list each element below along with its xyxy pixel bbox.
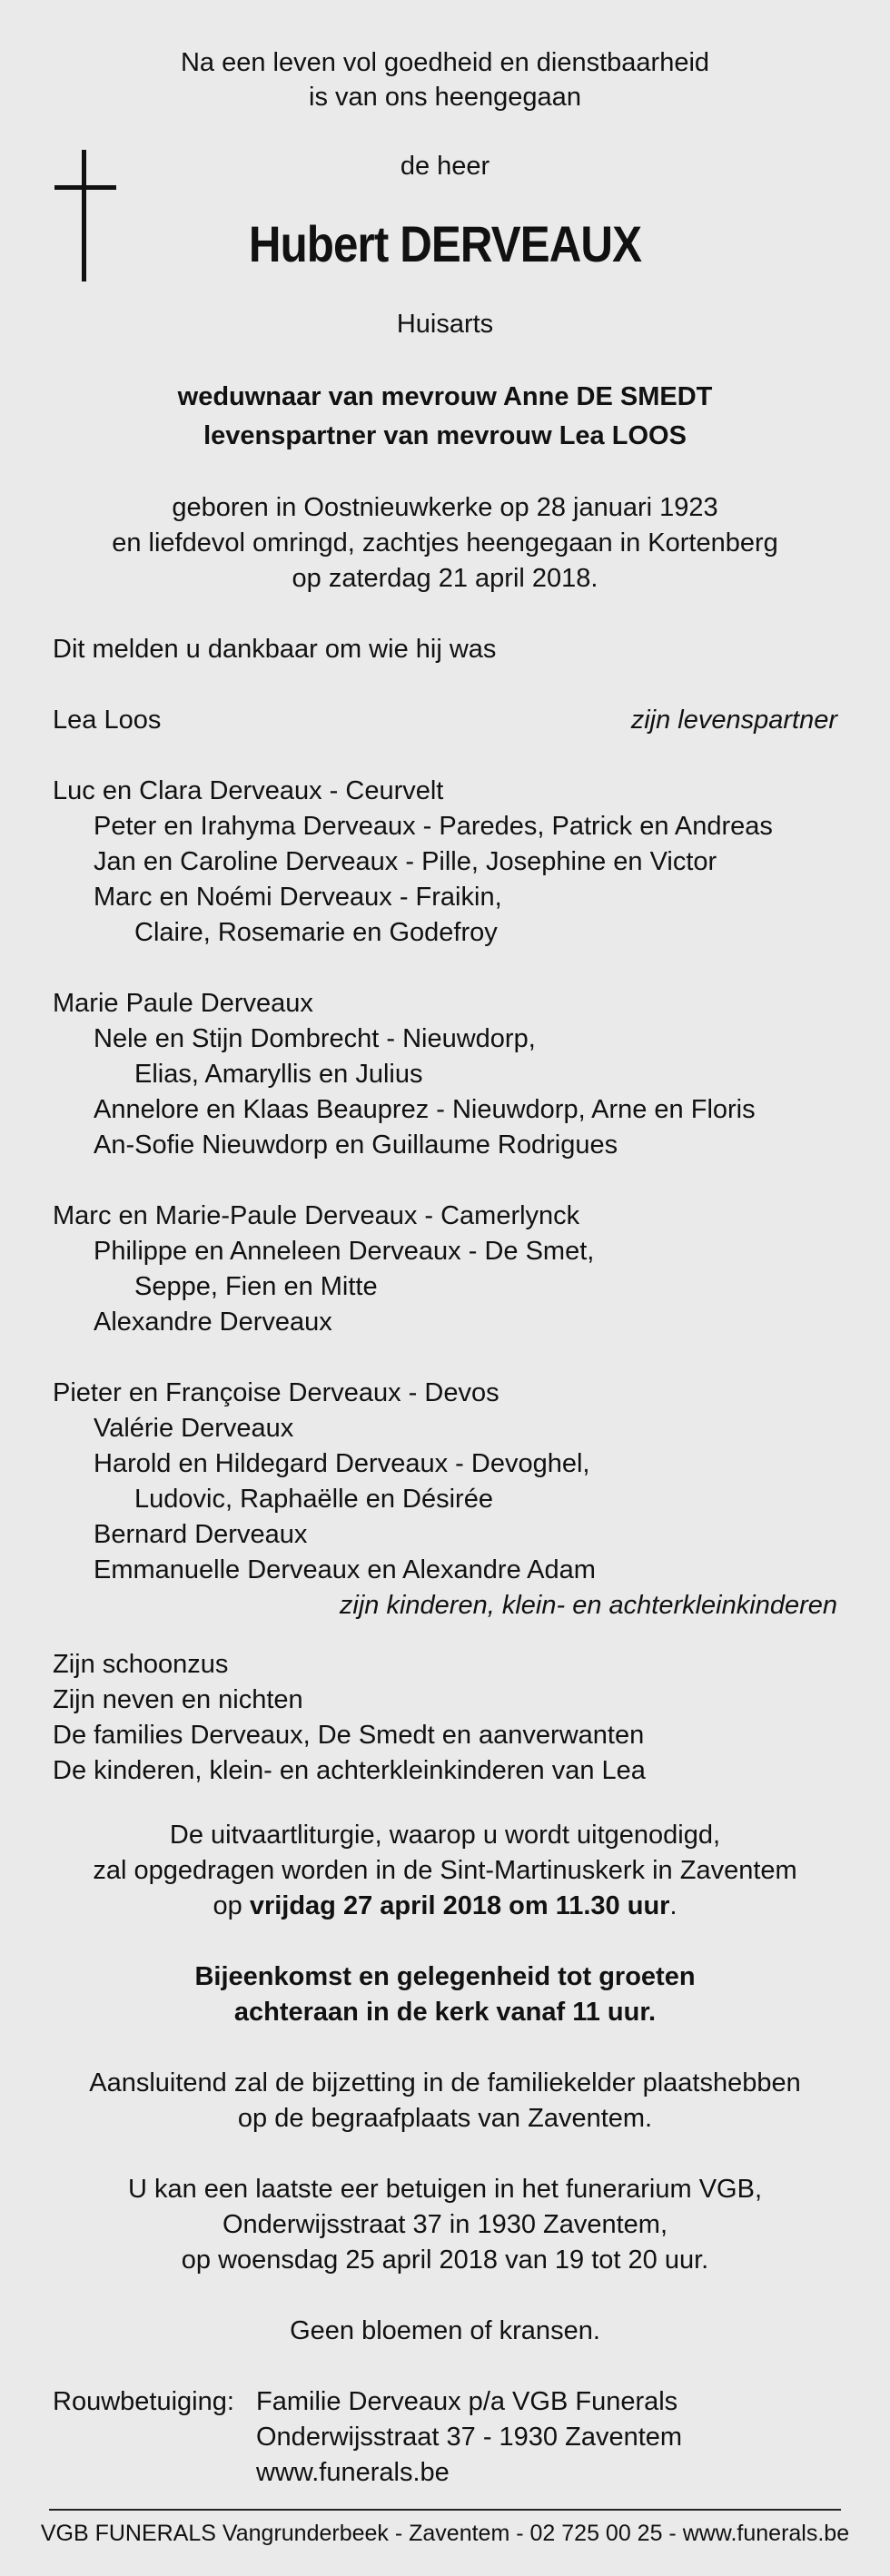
children-caption: zijn kinderen, klein- en achterkleinkinderen <box>339 1591 837 1620</box>
funeral-line-1: De uitvaartliturgie, waarop u wordt uitgenodigd, <box>169 1821 721 1850</box>
death-place-line: en liefdevol omringd, zachtjes heengegaan in Kortenberg <box>112 528 778 558</box>
condolences-line: Familie Derveaux p/a VGB Funerals <box>256 2387 678 2416</box>
partner-name: Lea Loos <box>53 706 162 735</box>
other-family-line: Zijn neven en nichten <box>53 1685 303 1714</box>
family-line: Claire, Rosemarie en Godefroy <box>134 918 498 947</box>
family-line: Harold en Hildegard Derveaux - Devoghel, <box>94 1449 590 1478</box>
family-line: Nele en Stijn Dombrecht - Nieuwdorp, <box>94 1024 536 1053</box>
partner-role: zijn levenspartner <box>630 706 837 735</box>
other-family-line: De kinderen, klein- en achterkleinkinderen van Lea <box>53 1756 646 1785</box>
relation-widower: weduwnaar van mevrouw Anne DE SMEDT <box>177 382 713 411</box>
family-line: Jan en Caroline Derveaux - Pille, Josephine en Victor <box>94 847 717 876</box>
family-line: Annelore en Klaas Beauprez - Nieuwdorp, Arne en Floris <box>94 1095 756 1124</box>
gathering-line-2: achteraan in de kerk vanaf 11 uur. <box>233 1998 657 2027</box>
family-line: Bernard Derveaux <box>94 1520 308 1549</box>
intro-line-2: is van ons heengegaan <box>309 83 581 112</box>
family-line: Marc en Noémi Derveaux - Fraikin, <box>94 883 502 912</box>
intro-line-1: Na een leven vol goedheid en dienstbaarheid <box>180 48 710 77</box>
family-line: Alexandre Derveaux <box>94 1308 332 1337</box>
other-family-line: De families Derveaux, De Smedt en aanverwanten <box>53 1721 645 1750</box>
burial-line-2: op de begraafplaats van Zaventem. <box>237 2104 653 2133</box>
family-line: Peter en Irahyma Derveaux - Paredes, Patrick en Andreas <box>94 812 773 841</box>
viewing-line-1: U kan een laatste eer betuigen in het funerarium VGB, <box>127 2175 763 2204</box>
birth-line: geboren in Oostnieuwkerke op 28 januari 1923 <box>172 493 718 522</box>
family-line: Emmanuelle Derveaux en Alexandre Adam <box>94 1555 596 1584</box>
family-head: Luc en Clara Derveaux - Ceurvelt <box>53 776 444 805</box>
family-head: Marie Paule Derveaux <box>53 989 313 1018</box>
family-line: Valérie Derveaux <box>94 1414 294 1443</box>
relation-partner: levenspartner van mevrouw Lea LOOS <box>203 421 687 450</box>
family-line: Ludovic, Raphaëlle en Désirée <box>134 1485 493 1514</box>
funeral-line-2: zal opgedragen worden in de Sint-Martinuskerk in Zaventem <box>93 1856 797 1885</box>
condolences-label: Rouwbetuiging: <box>53 2387 234 2416</box>
family-line: Elias, Amaryllis en Julius <box>134 1060 423 1089</box>
family-head: Pieter en Françoise Derveaux - Devos <box>53 1378 499 1407</box>
title-prefix: de heer <box>400 152 490 181</box>
footer-divider <box>49 2509 841 2511</box>
profession: Huisarts <box>396 310 494 339</box>
deceased-name: Hubert DERVEAUX <box>248 215 642 272</box>
footer: VGB FUNERALS Vangrunderbeek - Zaventem - 02 725 00 25 - www.funerals.be <box>40 2521 850 2546</box>
family-line: An-Sofie Nieuwdorp en Guillaume Rodrigues <box>94 1130 618 1160</box>
other-family-line: Zijn schoonzus <box>53 1650 229 1679</box>
funeral-line-3: op vrijdag 27 april 2018 om 11.30 uur. <box>213 1891 677 1920</box>
viewing-line-2: Onderwijsstraat 37 in 1930 Zaventem, <box>222 2210 668 2239</box>
death-date-line: op zaterdag 21 april 2018. <box>292 564 598 593</box>
no-flowers: Geen bloemen of kransen. <box>290 2316 600 2345</box>
gathering-line-1: Bijeenkomst en gelegenheid tot groeten <box>194 1962 696 1991</box>
viewing-line-3: op woensdag 25 april 2018 van 19 tot 20 uur. <box>181 2245 709 2275</box>
funeral-datetime: vrijdag 27 april 2018 om 11.30 uur <box>249 1891 670 1920</box>
burial-line-1: Aansluitend zal de bijzetting in de familiekelder plaatshebben <box>89 2068 801 2097</box>
family-head: Marc en Marie-Paule Derveaux - Camerlynck <box>53 1201 580 1230</box>
family-line: Seppe, Fien en Mitte <box>134 1272 378 1301</box>
announcement: Dit melden u dankbaar om wie hij was <box>53 635 497 664</box>
condolences-website: www.funerals.be <box>256 2458 450 2487</box>
condolences-line: Onderwijsstraat 37 - 1930 Zaventem <box>256 2423 683 2452</box>
family-line: Philippe en Anneleen Derveaux - De Smet, <box>94 1237 595 1266</box>
